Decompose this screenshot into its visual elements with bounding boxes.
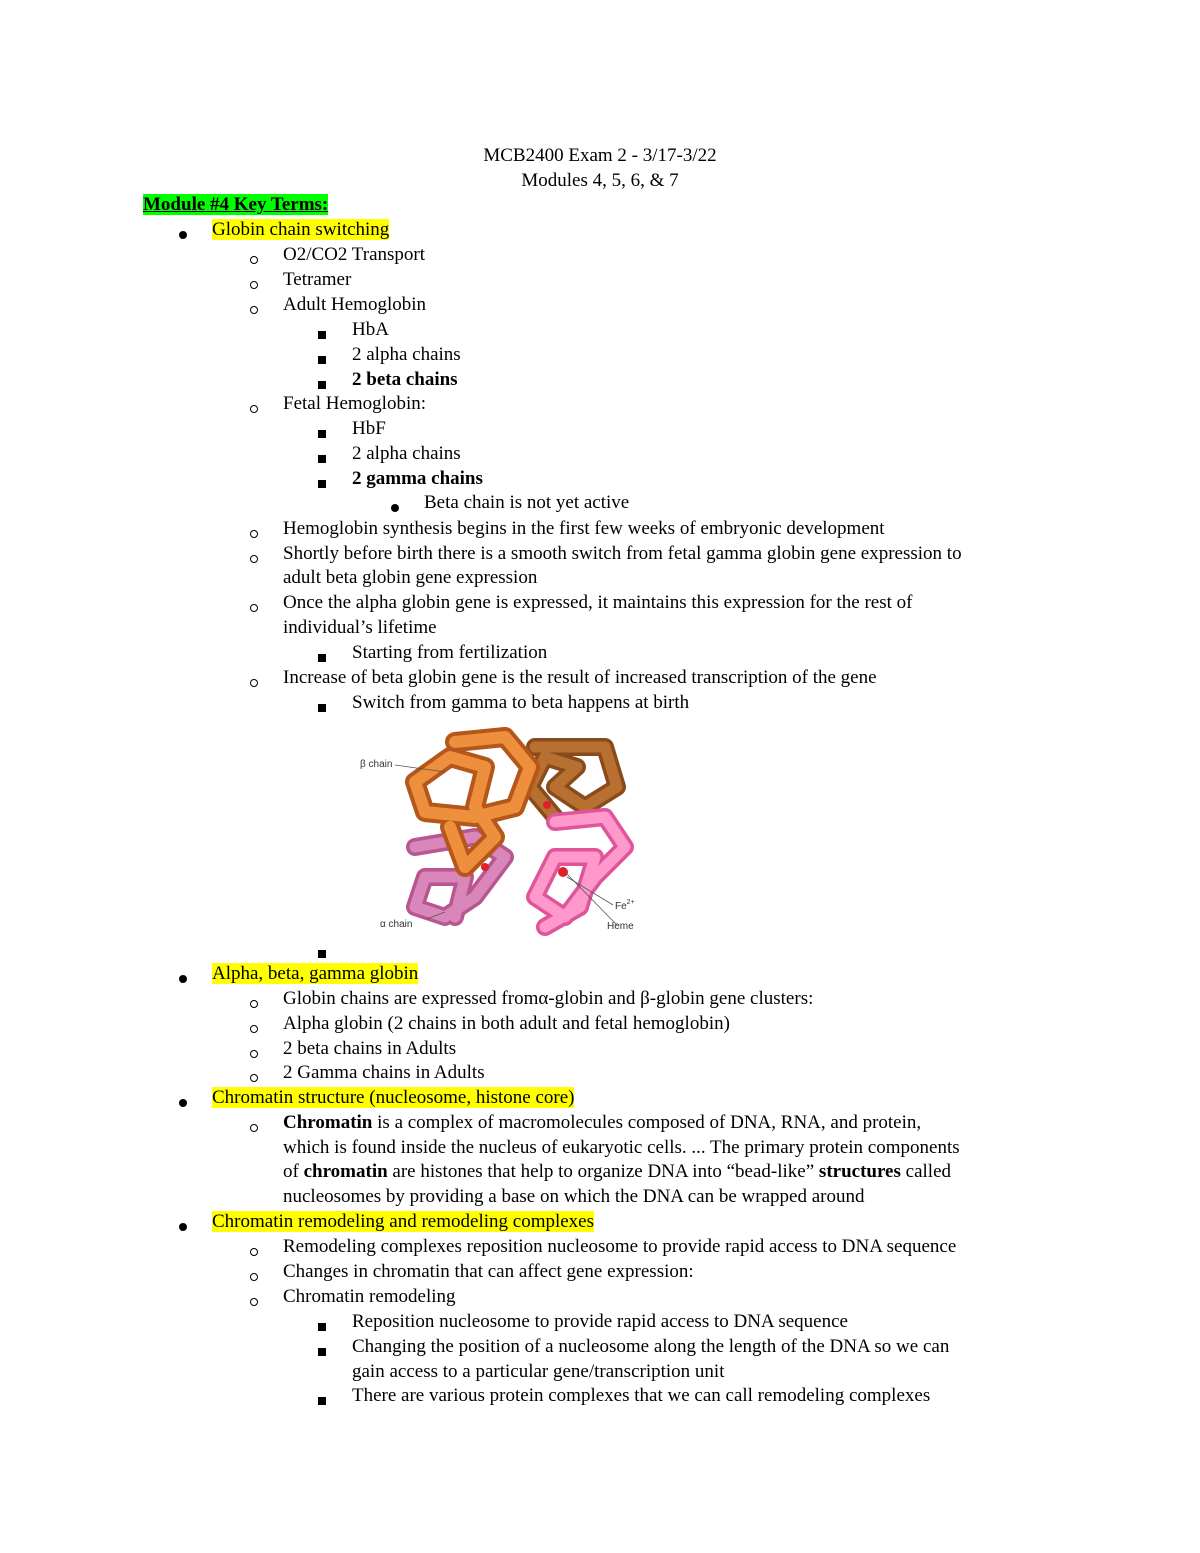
bullet-square (318, 945, 326, 963)
bullet-circle (250, 1069, 258, 1087)
bullet-circle (250, 995, 258, 1013)
list-item: Alpha globin (2 chains in both adult and fetal hemoglobin) (283, 1013, 730, 1034)
list-item: Reposition nucleosome to provide rapid access to DNA sequence (352, 1311, 848, 1332)
list-item: Changes in chromatin that can affect gene expression: (283, 1261, 694, 1282)
list-item: Hemoglobin synthesis begins in the first few weeks of embryonic development (283, 518, 885, 539)
fe-label: $Fe^{2+}$ (615, 899, 635, 912)
bullet-circle (250, 1243, 258, 1261)
bullet-disc (179, 970, 187, 988)
bullet-disc (179, 1218, 187, 1236)
list-item: Increase of beta globin gene is the result of increased transcription of the gene (283, 667, 877, 688)
bullet-disc (391, 499, 399, 517)
document-title: MCB2400 Exam 2 - 3/17-3/22 (483, 145, 717, 166)
list-item: 2 alpha chains (352, 443, 461, 464)
bullet-square (318, 699, 326, 717)
list-item: 2 beta chains in Adults (283, 1038, 457, 1059)
list-item: HbF (352, 418, 386, 439)
list-item: Shortly before birth there is a smooth switch from fetal gamma globin gene expression to (283, 543, 962, 564)
list-item-continuation: individual’s lifetime (283, 617, 437, 638)
bullet-circle (250, 276, 258, 294)
bullet-square (318, 351, 326, 369)
list-item: Changing the position of a nucleosome along the length of the DNA so we can (352, 1336, 950, 1357)
beta-chain-label: β chain (360, 759, 393, 770)
list-item: 2 gamma chains (352, 468, 483, 489)
bullet-square (318, 1392, 326, 1410)
bullet-circle (250, 1268, 258, 1286)
list-item: Starting from fertilization (352, 642, 548, 663)
bullet-circle (250, 251, 258, 269)
list-item: Adult Hemoglobin (283, 294, 427, 315)
list-item: 2 alpha chains (352, 344, 461, 365)
document-subtitle: Modules 4, 5, 6, & 7 (521, 170, 679, 191)
bullet-square (318, 649, 326, 667)
bullet-circle (250, 674, 258, 692)
hemoglobin-structure-figure (355, 727, 645, 937)
list-item: HbA (352, 319, 389, 340)
bullet-square (318, 425, 326, 443)
list-item-continuation: nucleosomes by providing a base on which the DNA can be wrapped around (283, 1186, 865, 1207)
heme-marker (543, 801, 551, 809)
alpha-chain-label: α chain (380, 919, 413, 930)
list-item: There are various protein complexes that we can call remodeling complexes (352, 1385, 931, 1406)
bullet-square (318, 475, 326, 493)
bullet-circle (250, 1045, 258, 1063)
bullet-circle (250, 301, 258, 319)
list-item: Tetramer (283, 269, 352, 290)
term-globin-chain-switching: Globin chain switching (212, 219, 390, 240)
list-item: 2 Gamma chains in Adults (283, 1062, 485, 1083)
bullet-circle (250, 400, 258, 418)
heme-marker (558, 867, 568, 877)
heme-label: Heme (607, 921, 634, 932)
list-item: Once the alpha globin gene is expressed, it maintains this expression for the rest of (283, 592, 913, 613)
bullet-circle (250, 525, 258, 543)
list-item-continuation: gain access to a particular gene/transcription unit (352, 1361, 725, 1382)
term-chromatin-remodeling: Chromatin remodeling and remodeling complexes (212, 1211, 595, 1232)
term-chromatin-structure: Chromatin structure (nucleosome, histone core) (212, 1087, 575, 1108)
term-alpha-beta-gamma-globin: Alpha, beta, gamma globin (212, 963, 419, 984)
bullet-circle (250, 1293, 258, 1311)
list-item: Switch from gamma to beta happens at birth (352, 692, 690, 713)
list-item: 2 beta chains (352, 369, 458, 390)
bullet-square (318, 1343, 326, 1361)
bullet-square (318, 450, 326, 468)
list-item: Fetal Hemoglobin: (283, 393, 427, 414)
bullet-square (318, 1318, 326, 1336)
heme-marker (481, 863, 489, 871)
list-item: Beta chain is not yet active (424, 492, 630, 513)
list-item-continuation: adult beta globin gene expression (283, 567, 538, 588)
bullet-disc (179, 1094, 187, 1112)
module-heading: Module #4 Key Terms: (143, 194, 329, 215)
bullet-disc (179, 226, 187, 244)
list-item: Globin chains are expressed fromα-globin and β-globin gene clusters: (283, 988, 814, 1009)
list-item-continuation: of chromatin are histones that help to organize DNA into “bead-like” structures called (283, 1161, 951, 1182)
bullet-circle (250, 550, 258, 568)
bullet-circle (250, 1020, 258, 1038)
list-item: Chromatin remodeling (283, 1286, 456, 1307)
bullet-circle (250, 599, 258, 617)
list-item-continuation: which is found inside the nucleus of eukaryotic cells. ... The primary protein components (283, 1137, 960, 1158)
list-item: O2/CO2 Transport (283, 244, 425, 265)
bullet-circle (250, 1119, 258, 1137)
list-item: Chromatin is a complex of macromolecules composed of DNA, RNA, and protein, (283, 1112, 922, 1133)
list-item: Remodeling complexes reposition nucleosome to provide rapid access to DNA sequence (283, 1236, 957, 1257)
bullet-square (318, 326, 326, 344)
